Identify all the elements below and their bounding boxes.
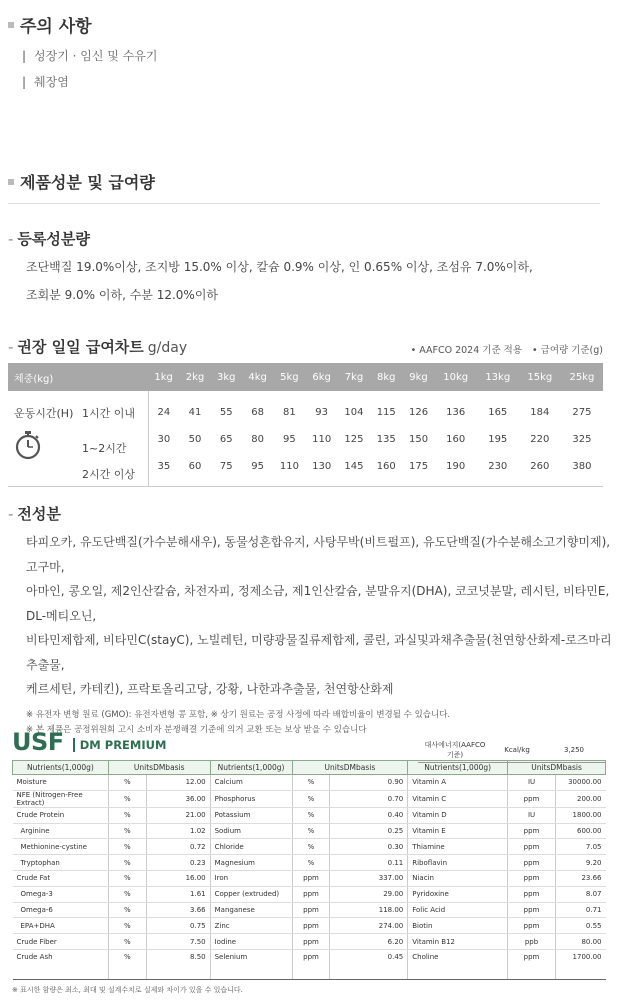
nutrient-unit: ppm xyxy=(292,949,330,979)
nutrient-unit: % xyxy=(108,949,146,979)
feeding-amount: 81 xyxy=(283,407,296,418)
weight-col-header: 9kg xyxy=(402,363,434,391)
nutrient-name: Moisture xyxy=(13,775,109,791)
nutrient-value: 118.00 xyxy=(330,902,408,918)
nutrient-name: Tryptophan xyxy=(13,855,109,871)
nutrient-unit: ppm xyxy=(508,823,556,839)
feeding-amount: 130 xyxy=(306,453,338,486)
nutrient-value: 36.00 xyxy=(146,790,210,807)
nutrient-value: 6.20 xyxy=(330,934,408,950)
nutrient-unit: ppm xyxy=(292,870,330,886)
nutrient-unit: ppb xyxy=(508,934,556,950)
nutrient-row xyxy=(13,902,606,918)
weight-col-header: 13kg xyxy=(477,363,519,391)
nutrient-unit: % xyxy=(292,855,330,871)
feeding-amount: 104 xyxy=(344,407,364,418)
ingredients-section xyxy=(8,503,613,738)
nutrient-value: 0.25 xyxy=(330,823,408,839)
units-header: UnitsDMbasis xyxy=(108,761,210,775)
nutrient-unit: % xyxy=(108,902,146,918)
nutrient-name: Choline xyxy=(408,949,508,979)
feeding-amount: 95 xyxy=(242,453,273,486)
feeding-unit: g/day xyxy=(147,340,188,356)
energy-value: 3,250 xyxy=(542,738,606,763)
nutrient-unit: ppm xyxy=(292,902,330,918)
square-bullet-icon xyxy=(8,22,14,28)
nutrient-name: Omega-3 xyxy=(13,886,109,902)
nutrient-name: Iron xyxy=(210,870,292,886)
nutrient-unit: ppm xyxy=(292,934,330,950)
nutrient-value: 3.66 xyxy=(146,902,210,918)
nutrient-footnote: ※ 표시한 함량은 최소, 최대 및 설계수치로 실제와 차이가 있을 수 있습니다. xyxy=(12,985,243,994)
nutrient-value: 0.40 xyxy=(330,807,408,823)
weight-col-header: 25kg xyxy=(561,363,603,391)
nutrient-value: 0.90 xyxy=(330,775,408,791)
nutrients-header: Nutrients(1,000g) xyxy=(13,761,109,775)
weight-header: 체중(kg) xyxy=(8,363,148,391)
nutrient-value: 29.00 xyxy=(330,886,408,902)
weight-col-header: 5kg xyxy=(273,363,305,391)
nutrient-value: 9.20 xyxy=(555,855,605,871)
caution-line: | 성장기 · 임신 및 수유기 xyxy=(22,49,158,63)
feeding-amount: 50 xyxy=(188,434,202,445)
nutrient-name: Niacin xyxy=(408,870,508,886)
nutrient-value: 0.75 xyxy=(146,918,210,934)
nutrient-unit: IU xyxy=(508,775,556,791)
nutrient-unit: ppm xyxy=(508,855,556,871)
nutrient-name: Crude Protein xyxy=(13,807,109,823)
nutrient-value: 8.07 xyxy=(555,886,605,902)
nutrient-name: Thiamine xyxy=(408,839,508,855)
nutrient-name: NFE (Nitrogen-Free Extract) xyxy=(13,790,109,807)
nutrient-row xyxy=(13,870,606,886)
nutrient-table xyxy=(12,760,606,980)
square-bullet-icon xyxy=(8,179,14,185)
nutrients-header: Nutrients(1,000g) xyxy=(210,761,292,775)
nutrient-name: Manganese xyxy=(210,902,292,918)
nutrient-unit: % xyxy=(292,839,330,855)
feeding-amount: 175 xyxy=(402,453,434,486)
feeding-amount: 165 xyxy=(488,407,508,418)
feeding-amount: 150 xyxy=(408,434,429,445)
nutrient-unit: ppm xyxy=(292,886,330,902)
nutrient-value: 0.55 xyxy=(555,918,605,934)
nutrient-name: Selenium xyxy=(210,949,292,979)
weight-col-header: 3kg xyxy=(211,363,242,391)
nutrient-name: Crude Ash xyxy=(13,949,109,979)
nutrient-value: 1.61 xyxy=(146,886,210,902)
energy-label: 대사에너지(AAFCO기준) xyxy=(418,738,492,763)
nutrient-row xyxy=(13,855,606,871)
nutrient-row xyxy=(13,918,606,934)
feeding-amount: 136 xyxy=(446,407,466,418)
feeding-title: - 권장 일일 급여차트 g/day xyxy=(8,338,188,356)
nutrient-value: 30000.00 xyxy=(555,775,605,791)
usf-logo: USF xyxy=(12,728,64,756)
weight-col-header: 10kg xyxy=(435,363,477,391)
nutrient-name: Phosphorus xyxy=(210,790,292,807)
nutrient-value: 1700.00 xyxy=(555,949,605,979)
nutrient-row xyxy=(13,823,606,839)
nutrient-value: 0.30 xyxy=(330,839,408,855)
feeding-amount: 230 xyxy=(477,453,519,486)
nutrient-value: 274.00 xyxy=(330,918,408,934)
nutrient-value: 80.00 xyxy=(555,934,605,950)
nutrient-unit: ppm xyxy=(508,918,556,934)
nutrient-value: 23.66 xyxy=(555,870,605,886)
product-name: DM PREMIUM xyxy=(73,738,167,752)
registration-section xyxy=(8,228,613,309)
feeding-table xyxy=(8,363,603,487)
feeding-amount: 55 xyxy=(219,407,233,418)
nutrient-value: 1.02 xyxy=(146,823,210,839)
feeding-amount: 35 xyxy=(148,453,179,486)
nutrient-value: 16.00 xyxy=(146,870,210,886)
nutrient-row xyxy=(13,807,606,823)
nutrient-value: 0.23 xyxy=(146,855,210,871)
caution-section xyxy=(8,12,608,90)
weight-col-header: 8kg xyxy=(370,363,402,391)
nutrient-unit: % xyxy=(292,823,330,839)
nutrient-value: 0.70 xyxy=(330,790,408,807)
nutrient-value: 0.45 xyxy=(330,949,408,979)
nutrient-value: 7.05 xyxy=(555,839,605,855)
nutrient-name: Crude Fat xyxy=(13,870,109,886)
caution-line: | 췌장염 xyxy=(22,75,69,89)
nutrient-unit: % xyxy=(108,855,146,871)
nutrient-value: 1800.00 xyxy=(555,807,605,823)
nutrient-unit: ppm xyxy=(508,902,556,918)
nutrient-name: Pyridoxine xyxy=(408,886,508,902)
weight-col-header: 7kg xyxy=(338,363,370,391)
feeding-amount: 110 xyxy=(312,434,332,445)
nutrient-name: EPA+DHA xyxy=(13,918,109,934)
nutrient-unit: % xyxy=(108,886,146,902)
feeding-amount: 24 xyxy=(148,391,179,426)
nutrient-name: Iodine xyxy=(210,934,292,950)
exercise-label: 운동시간(H) xyxy=(14,406,74,420)
nutrient-value: 7.50 xyxy=(146,934,210,950)
ingredients-footnotes: ※ 유전자 변형 원료 (GMO): 유전자변형 콩 포함, ※ 상기 원료는 공정 사정에 따라 배합비율이 변경될 수 있습니다. ※ 본 제품은 공정위원회 고시 소비자 분쟁해결 기준에 의거 교환 또는 보상 받을 수 있습니다 xyxy=(26,709,451,735)
nutrient-name: Zinc xyxy=(210,918,292,934)
feeding-amount: 68 xyxy=(251,407,264,418)
nutrient-value: 0.72 xyxy=(146,839,210,855)
feeding-amount: 60 xyxy=(179,453,210,486)
nutrient-name: Copper (extruded) xyxy=(210,886,292,902)
nutrient-name: Omega-6 xyxy=(13,902,109,918)
ingredients-list: 타피오카, 유도단백질(가수분해새우), 동물성혼합유지, 사탕무박(비트펄프), 유도단백질(가수분해소고기향미제), 고구마, 아마인, 콩오일, 제2인산칼슘, 차전자피, 정제소금, 제1인산칼슘, 분말유지(DHA), 코코넛분말, 레시틴, 비타민E, DL-메티오닌, 비타민제합제, 비타민C(stayC), 노빌레틴, 미량광물질류제합제, 콜린, 과실및과채추출물(천연항산화제-로즈마리추출물, 케르세틴, 카테킨), 프락토올리고당, 강황, 나한과추출물, 천연항산화제 xyxy=(26,535,612,696)
caution-title: 주의 사항 xyxy=(8,12,608,37)
nutrient-value: 21.00 xyxy=(146,807,210,823)
nutrient-name: Biotin xyxy=(408,918,508,934)
nutrient-value: 337.00 xyxy=(330,870,408,886)
feeding-amount: 220 xyxy=(530,434,550,445)
feeding-amount: 184 xyxy=(530,407,550,418)
nutrient-unit: IU xyxy=(508,807,556,823)
nutrient-unit: ppm xyxy=(292,918,330,934)
nutrient-name: Chloride xyxy=(210,839,292,855)
nutrient-name: Riboflavin xyxy=(408,855,508,871)
weight-col-header: 4kg xyxy=(242,363,273,391)
energy-unit: Kcal/kg xyxy=(492,738,542,763)
nutrient-name: Vitamin C xyxy=(408,790,508,807)
nutrient-unit: % xyxy=(292,807,330,823)
feeding-amount: 93 xyxy=(315,407,329,418)
nutrient-unit: ppm xyxy=(508,886,556,902)
feeding-amount: 65 xyxy=(219,434,233,445)
nutrient-name: Vitamin D xyxy=(408,807,508,823)
feeding-amount: 190 xyxy=(435,453,477,486)
nutrient-unit: ppm xyxy=(508,839,556,855)
feeding-amount: 41 xyxy=(188,407,202,418)
product-section-title: 제품성분 및 급여량 xyxy=(8,170,600,204)
nutrient-value: 8.50 xyxy=(146,949,210,979)
registration-text: 조단백질 19.0%이상, 조지방 15.0% 이상, 칼슘 0.9% 이상, 인 0.65% 이상, 조섬유 7.0%이하, 조회분 9.0% 이하, 수분 12.0%이하 xyxy=(26,260,533,302)
feeding-amount: 75 xyxy=(211,453,242,486)
nutrient-row xyxy=(13,839,606,855)
nutrient-name: Vitamin B12 xyxy=(408,934,508,950)
nutrient-value: 600.00 xyxy=(555,823,605,839)
nutrient-row xyxy=(13,775,606,791)
nutrient-row xyxy=(13,886,606,902)
feeding-amount: 195 xyxy=(488,434,508,445)
nutrient-unit: % xyxy=(108,839,146,855)
nutrient-unit: % xyxy=(108,870,146,886)
feeding-amount: 125 xyxy=(344,434,364,445)
nutrient-name: Magnesium xyxy=(210,855,292,871)
feeding-row xyxy=(8,426,603,453)
weight-col-header: 15kg xyxy=(519,363,561,391)
weight-col-header: 1kg xyxy=(148,363,179,391)
nutrient-row xyxy=(13,949,606,979)
feeding-amount: 260 xyxy=(519,453,561,486)
nutrient-name: Folic Acid xyxy=(408,902,508,918)
nutrient-name: Potassium xyxy=(210,807,292,823)
feeding-amount: 30 xyxy=(148,426,179,453)
nutrient-row xyxy=(13,934,606,950)
feeding-row xyxy=(8,453,603,486)
nutrient-unit: % xyxy=(108,918,146,934)
exercise-time-label: 2시간 이상 xyxy=(82,468,135,482)
feeding-amount: 135 xyxy=(376,434,396,445)
nutrient-value: 0.71 xyxy=(555,902,605,918)
nutrient-name: Arginine xyxy=(13,823,109,839)
weight-col-header: 6kg xyxy=(306,363,338,391)
units-header: UnitsDMbasis xyxy=(508,761,606,775)
feeding-amount: 110 xyxy=(273,453,305,486)
nutrient-unit: % xyxy=(108,823,146,839)
nutrient-name: Vitamin E xyxy=(408,823,508,839)
exercise-time-label: 1~2시간 xyxy=(82,441,127,455)
ingredients-title: - 전성분 xyxy=(8,505,61,523)
nutrient-unit: ppm xyxy=(508,790,556,807)
feeding-amount: 115 xyxy=(376,407,396,418)
feeding-amount: 95 xyxy=(283,434,296,445)
feeding-amount: 80 xyxy=(251,434,264,445)
feeding-amount: 145 xyxy=(338,453,370,486)
nutrient-name: Calcium xyxy=(210,775,292,791)
nutrient-unit: % xyxy=(292,775,330,791)
nutrient-name: Vitamin A xyxy=(408,775,508,791)
nutrient-unit: % xyxy=(108,775,146,791)
registration-title: - 등록성분량 xyxy=(8,230,90,248)
nutrient-value: 0.11 xyxy=(330,855,408,871)
exercise-time-label: 1시간 이내 xyxy=(82,406,135,420)
feeding-amount: 325 xyxy=(572,434,592,445)
feeding-amount: 275 xyxy=(572,407,592,418)
nutrient-name: Methionine-cystine xyxy=(13,839,109,855)
energy-table xyxy=(418,738,606,763)
nutrients-header: Nutrients(1,000g) xyxy=(408,761,508,775)
nutrient-name: Sodium xyxy=(210,823,292,839)
feeding-amount: 160 xyxy=(446,434,466,445)
nutrient-unit: ppm xyxy=(508,949,556,979)
feeding-chart-section xyxy=(8,336,613,487)
units-header: UnitsDMbasis xyxy=(292,761,408,775)
nutrient-unit: % xyxy=(108,934,146,950)
nutrient-unit: ppm xyxy=(508,870,556,886)
feeding-amount: 380 xyxy=(561,453,603,486)
feeding-amount: 126 xyxy=(408,407,429,418)
nutrient-value: 12.00 xyxy=(146,775,210,791)
feeding-amount: 160 xyxy=(370,453,402,486)
usf-nutrient-panel xyxy=(12,728,606,995)
weight-col-header: 2kg xyxy=(179,363,210,391)
feeding-notes: • AAFCO 2024 기준 적용 • 급여량 기준(g) xyxy=(410,345,603,356)
nutrient-row xyxy=(13,790,606,807)
nutrient-unit: % xyxy=(108,790,146,807)
nutrient-value: 200.00 xyxy=(555,790,605,807)
nutrient-unit: % xyxy=(292,790,330,807)
feeding-row xyxy=(8,391,603,426)
nutrient-unit: % xyxy=(108,807,146,823)
nutrient-name: Crude Fiber xyxy=(13,934,109,950)
